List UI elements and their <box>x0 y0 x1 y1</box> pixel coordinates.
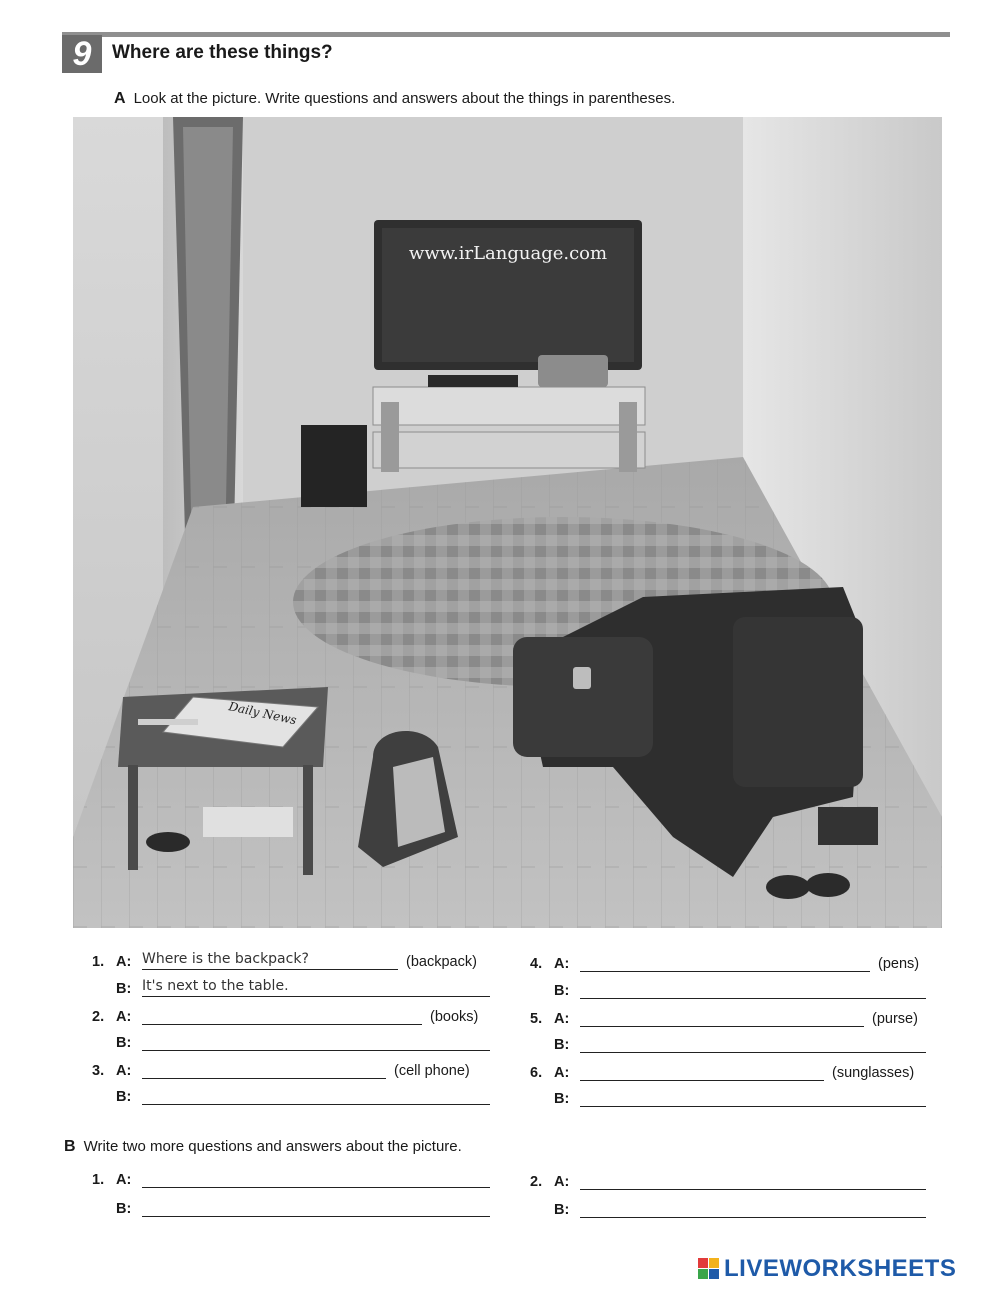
hint-books: (books) <box>430 1009 479 1025</box>
item-number: 1. <box>92 1172 105 1188</box>
part-a-instruction <box>114 90 675 108</box>
exercise-a2-question <box>92 1005 478 1025</box>
answer-field-5a[interactable] <box>580 1008 864 1027</box>
answer-field-4a[interactable] <box>580 953 870 972</box>
speaker-a-label: A: <box>116 1172 132 1188</box>
item-number: 2. <box>530 1174 543 1190</box>
answer-field-b2b[interactable] <box>580 1199 926 1218</box>
item-number: 6. <box>530 1065 543 1081</box>
speaker-b-label: B: <box>116 981 132 997</box>
item-number: 4. <box>530 956 543 972</box>
header-rule <box>62 32 950 37</box>
answer-field-5b[interactable] <box>580 1034 926 1053</box>
exercise-a2-answer <box>116 1031 490 1051</box>
speaker-b-label: B: <box>554 1091 570 1107</box>
brand-name: LIVEWORKSHEETS <box>724 1255 957 1282</box>
answer-field-6a[interactable] <box>580 1062 824 1081</box>
room-picture <box>73 117 942 928</box>
answer-field-b2a[interactable] <box>580 1171 926 1190</box>
exercise-a5-question <box>530 1007 918 1027</box>
exercise-b2-question <box>530 1170 926 1190</box>
hint-pens: (pens) <box>878 956 920 972</box>
item-number: 2. <box>92 1009 105 1025</box>
speaker-b-label: B: <box>116 1201 132 1217</box>
answer-field-1b[interactable]: It's next to the table. <box>142 978 490 997</box>
speaker-a-label: A: <box>554 1174 570 1190</box>
liveworksheets-mark-icon <box>698 1258 720 1280</box>
exercise-a6-answer <box>554 1087 926 1107</box>
speaker-a-label: A: <box>116 1063 132 1079</box>
speaker-b-label: B: <box>554 1037 570 1053</box>
exercise-b1-answer <box>116 1197 490 1217</box>
answer-field-b1b[interactable] <box>142 1198 490 1217</box>
exercise-a3-question <box>92 1059 470 1079</box>
answer-field-6b[interactable] <box>580 1088 926 1107</box>
answer-field-1a[interactable]: Where is the backpack? <box>142 951 398 970</box>
part-b-text: Write two more questions and answers about the picture. <box>83 1138 462 1155</box>
item-number: 1. <box>92 954 105 970</box>
speaker-b-label: B: <box>554 983 570 999</box>
answer-field-2b[interactable] <box>142 1032 490 1051</box>
hint-sunglasses: (sunglasses) <box>832 1065 915 1081</box>
hint-cell-phone: (cell phone) <box>394 1063 470 1079</box>
answer-field-3b[interactable] <box>142 1086 490 1105</box>
part-a-letter: A <box>114 90 126 107</box>
newspaper-headline: Daily News <box>227 699 298 728</box>
exercise-a3-answer <box>116 1085 490 1105</box>
exercise-a1-question <box>92 950 477 970</box>
answer-field-2a[interactable] <box>142 1006 422 1025</box>
part-b-instruction <box>64 1138 462 1156</box>
exercise-b2-answer <box>554 1198 926 1218</box>
speaker-a-label: A: <box>116 954 132 970</box>
exercise-a1-answer <box>116 977 490 997</box>
part-a-text: Look at the picture. Write questions and answers about the things in parentheses. <box>133 90 676 107</box>
answer-field-3a[interactable] <box>142 1060 386 1079</box>
speaker-b-label: B: <box>116 1089 132 1105</box>
item-number: 3. <box>92 1063 105 1079</box>
answer-field-4b[interactable] <box>580 980 926 999</box>
tv-watermark-text: www.irLanguage.com <box>408 243 608 264</box>
hint-backpack: (backpack) <box>406 954 477 970</box>
exercise-number-badge: 9 <box>62 35 102 73</box>
exercise-a6-question <box>530 1061 914 1081</box>
exercise-a5-answer <box>554 1033 926 1053</box>
liveworksheets-logo <box>698 1255 956 1283</box>
speaker-b-label: B: <box>116 1035 132 1051</box>
exercise-a4-answer <box>554 979 926 999</box>
exercise-b1-question <box>92 1168 490 1188</box>
page-title: Where are these things? <box>112 42 333 63</box>
speaker-a-label: A: <box>554 1065 570 1081</box>
exercise-a4-question <box>530 952 919 972</box>
part-b-letter: B <box>64 1138 76 1155</box>
item-number: 5. <box>530 1011 543 1027</box>
speaker-a-label: A: <box>554 1011 570 1027</box>
hint-purse: (purse) <box>872 1011 918 1027</box>
answer-field-b1a[interactable] <box>142 1169 490 1188</box>
speaker-a-label: A: <box>116 1009 132 1025</box>
speaker-a-label: A: <box>554 956 570 972</box>
speaker-b-label: B: <box>554 1202 570 1218</box>
